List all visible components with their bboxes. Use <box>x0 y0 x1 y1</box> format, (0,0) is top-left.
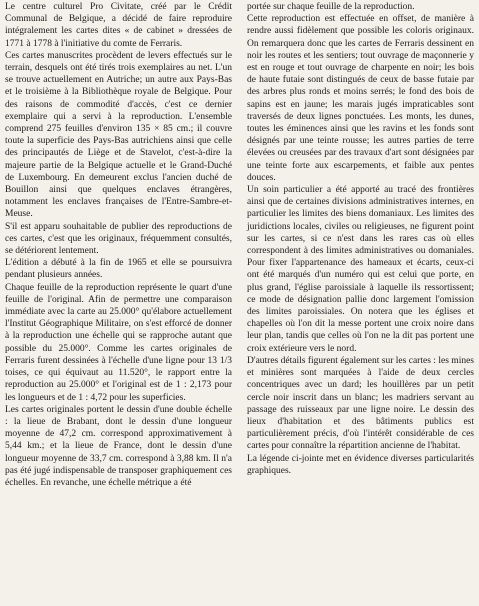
paragraph: Les cartes originales portent le dessin d'une double échelle : la lieue de Brabant, dont le dessin d'une longueur moyenne de 47,2 cm. correspond approximativement à 5,44 km.; et la lieue de France, dont le dessin d'une longueur moyenne de 33,7 cm. correspond à 3,88 km. Il n'a pas été jugé indispensable de transposer graphiquement ces échelles. En revanche, une échelle métrique a été <box>5 404 232 488</box>
left-column <box>5 1 232 606</box>
paragraph: S'il est apparu souhaitable de publier des reproductions de ces cartes, c'est que les originaux, fréquemment consultés, se détériorent lentement. <box>5 221 232 257</box>
paragraph: Le centre culturel Pro Civitate, créé par le Crédit Communal de Belgique, a décidé de faire reproduire intégralement les cartes dites « de cabinet » dressées de 1771 à 1778 à l'initiative du comte de Ferraris. <box>5 2 232 49</box>
paragraph: Chaque feuille de la reproduction représente le quart d'une feuille de l'original. Afin de permettre une comparaison immédiate avec la carte au 25.000° qu'élabore actuellement l'Institut Géographique Militaire, on s'est efforcé de donner à la reproduction une échelle qui se rapproche autant que possible du 25.000°. Comme les cartes originales de Ferraris furent dessinées à l'échelle d'une ligne pour 13 1/3 toises, ce qui équivaut au 11.520°, le rapport entre la reproduction au 25.000° et l'original est de 1 : 2,173 pour les longueurs et de 1 : 4,72 pour les superficies. <box>5 282 232 403</box>
paragraph: L'édition a débuté à la fin de 1965 et elle se poursuivra pendant plusieurs années. <box>5 258 232 281</box>
paragraph: D'autres détails figurent également sur les cartes : les mines et minières sont marquées à l'aide de deux cercles concentriques avec un dard; les houillères par un petit cercle noir inscrit dans un blanc; les madriers servant au passage des ruisseaux par une ligne noire. Le dessin des lieux d'habitation et des bâtiments publics est particulièrement précis, d'où l'intérêt considérable de ces cartes pour connaître la répartition ancienne de l'habitat. <box>247 355 474 452</box>
right-column <box>247 1 474 606</box>
paragraph: Cette reproduction est effectuée en offset, de manière à rendre aussi fidèlement que possible les coloris originaux. On remarquera donc que les cartes de Ferraris dessinent en noir les routes et les sentiers; tout ouvrage de maçonnerie y est en rouge et tout ouvrage de charpente en noir; les bois de haute futaie sont distingués de ceux de basse futaie par des arbres plus ronds et moins serrés; le fond des bois de sapins est en jaune; les marais jugés impraticables sont traversés de deux lignes ponctuées. Les monts, les dunes, toutes les éminences ainsi que les ravins et les fonds sont désignés par une teinte rousse; les autres parties de terre élevées ou creusées par des travaux d'art sont désignées par une teinte forte aux escarpements, et faible aux pentes douces. <box>247 14 474 183</box>
paragraph: portée sur chaque feuille de la reproduction. <box>247 2 415 12</box>
paragraph: Ces cartes manuscrites procèdent de levers effectués sur le terrain, desquels ont été tirés trois exemplaires au net. L'un se trouve actuellement en Autriche; un autre aux Pays-Bas et le troisième à la Bibliothèque royale de Belgique. Pour des raisons de commodité d'accès, c'est ce dernier exemplaire qui a servi à la reproduction. L'ensemble comprend 275 feuilles d'environ 135 × 85 cm.; il couvre toute la superficie des Pays-Bas autrichiens ainsi que celle des principautés de Liège et de Stavelot, c'est-à-dire la majeure partie de la Belgique actuelle et le Grand-Duché de Luxembourg. En demeurent exclus l'ancien duché de Bouillon ainsi que quelques enclaves étrangères, notamment les enclaves françaises de l'Entre-Sambre-et-Meuse. <box>5 50 232 220</box>
paragraph: La légende ci-jointe met en évidence diverses particularités graphiques. <box>247 453 474 476</box>
paragraph: Un soin particulier a été apporté au tracé des frontières ainsi que de certaines divisions administratives internes, en particulier les limites des biens domaniaux. Les limites des juridictions locales, civiles ou religieuses, ne figurent point sur les cartes, si ce n'est dans les rares cas où elles correspondent à des limites administratives ou domaniales. Pour fixer l'appartenance des hameaux et écarts, ceux-ci ont été marqués d'un numéro qui est celui que porte, en plus grand, l'église paroissiale à laquelle ils ressortissent; ce mode de désignation pallie donc largement l'omission des limites paroissiales. On notera que les églises et chapelles où l'on dit la messe portent une croix noire dans leur plan, tandis que celles où l'on ne la dit pas portent une croix extérieure vers le nord. <box>247 185 474 354</box>
